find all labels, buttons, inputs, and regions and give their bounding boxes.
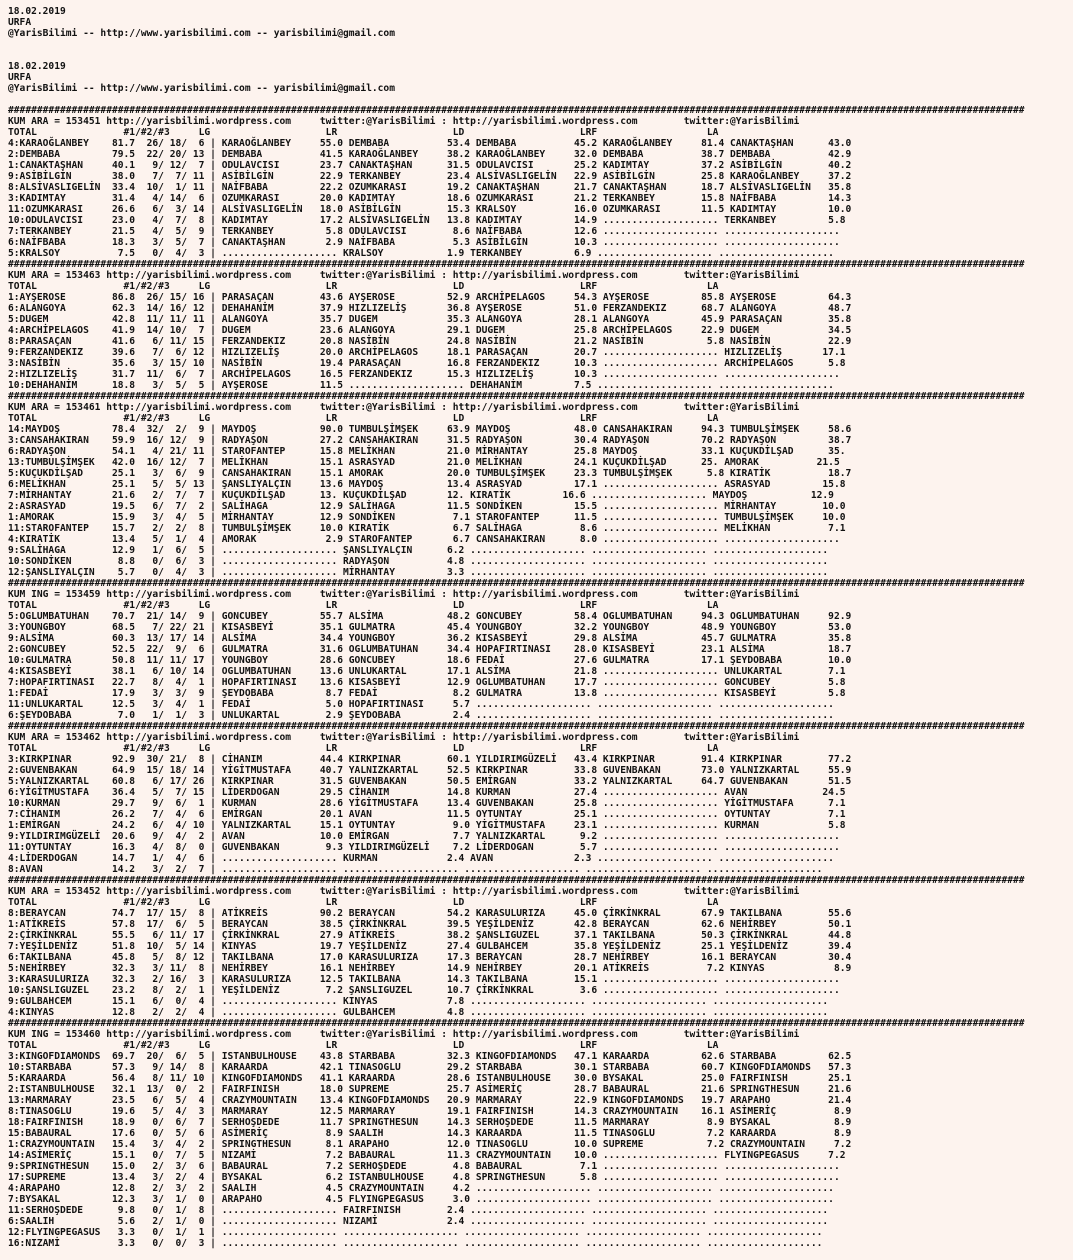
report-line: 10:SONDİKEN 8.8 0/ 6/ 3 | .................... RADYAŞON 4.8 .................... .................... ....................	[8, 556, 829, 567]
report-line: KUM ARA = 153462 http://yarisbilimi.wordpress.com twitter:@YarisBilimi : http://yarisbilimi.wordpress.com twitter:@YarisBilimi	[8, 732, 800, 743]
report-line	[8, 39, 1073, 50]
report-line: 4:LİDERDOGAN 14.7 1/ 4/ 6 | .................... KURMAN 2.4 AVAN 2.3 .................... ....................	[8, 853, 834, 864]
report-line: 1:FEDAİ 17.9 3/ 3/ 9 | ŞEYDOBABA 8.7 FEDAİ 8.2 GULMATRA 13.8 .................... KISASBEYİ 5.8	[8, 688, 846, 699]
report-line: 4:ARAPAHO 12.8 2/ 3/ 2 | SAALIH 4.5 CRAZYMOUNTAIN 4.2 .................... .................... ....................	[8, 1183, 834, 1194]
report-line: 10:DEHAHANİM 18.8 3/ 5/ 5 | AYŞEROSE 11.5 .................... DEHAHANİM 7.5 .................... ....................	[8, 380, 834, 391]
report-line: 9:SPRINGTHESUN 15.0 2/ 3/ 6 | BABAURAL 7.2 SERHOŞDEDE 4.8 BABAURAL 7.1 .................... ....................	[8, 1161, 840, 1172]
report-line: 13:TUMBULŞİMŞEK 42.0 16/ 12/ 7 | MELİKHAN 15.1 ASRASYAD 21.0 MELİKHAN 24.1 KUÇUKDİLŞAD 25. AMORAK 21.5	[8, 457, 840, 468]
report-line: 10:STARBABA 57.3 9/ 14/ 8 | KARAARDA 42.1 TINASOGLU 29.2 STARBABA 30.1 STARBABA 60.7 KINGOFDIAMONDS 57.3	[8, 1062, 852, 1073]
report-line: 3:CANSAHAKIRAN 59.9 16/ 12/ 9 | RADYAŞON 27.2 CANSAHAKIRAN 31.5 RADYAŞON 30.4 RADYAŞON 70.2 RADYAŞON 38.7	[8, 435, 852, 446]
report-line: 9:GULBAHCEM 15.1 6/ 0/ 4 | .................... KINYAS 7.8 .................... .................... ....................	[8, 996, 829, 1007]
report-line: @YarisBilimi -- http://www.yarisbilimi.com -- yarisbilimi@gmail.com	[8, 83, 395, 94]
section-divider: ################################################################################################################################################################################	[8, 1018, 1025, 1029]
report-line: 5:YALNIZKARTAL 60.8 6/ 17/ 26 | KIRKPINAR 31.5 GUVENBAKAN 50.5 EMİRGAN 33.2 YALNIZKARTAL 64.7 GUVENBAKAN 51.5	[8, 776, 852, 787]
report-line: 5:DUGEM 42.8 11/ 11/ 11 | ALANGOYA 35.7 DUGEM 35.3 ALANGOYA 28.1 ALANGOYA 45.9 PARASAÇAN 35.8	[8, 314, 852, 325]
report-line: 3:KIRKPINAR 92.9 30/ 21/ 8 | CİHANIM 44.4 KIRKPINAR 60.1 YILDIRIMGÜZELİ 43.4 KIRKPINAR 91.4 KIRKPINAR 77.2	[8, 754, 852, 765]
report-line: 2:GONCUBEY 52.5 22/ 9/ 6 | GULMATRA 31.6 OGLUMBATUHAN 34.4 HOPAFIRTINASI 28.0 KISASBEYİ 23.1 ALSİMA 18.7	[8, 644, 852, 655]
report-line: URFA	[8, 17, 32, 28]
report-line: 10:GULMATRA 50.8 11/ 11/ 17 | YOUNGBOY 28.6 GONCUBEY 18.6 FEDAİ 27.6 GULMATRA 17.1 ŞEYDOBABA 10.0	[8, 655, 852, 666]
report-line: 12:ŞANSLIYALÇIN 5.7 0/ 4/ 3 | .................... MİRHANTAY 3.3 .................... .................... ....................	[8, 567, 829, 578]
report-line: 2:ÇİRKİNKRAL 55.5 6/ 11/ 17 | ÇİRKİNKRAL 27.9 ATİKREİS 38.2 ŞANSLIGUZEL 37.1 TAKILBANA 50.3 ÇİRKİNKRAL 44.8	[8, 930, 852, 941]
report-line: 1:ATİKREİS 57.8 17/ 6/ 5 | BERAYCAN 38.5 ÇİRKİNKRAL 39.5 YEŞİLDENİZ 42.8 BERAYCAN 62.6 NEHİRBEY 50.1	[8, 919, 852, 930]
report-line: 3:NASİBİN 35.6 3/ 15/ 10 | NASİBİN 19.4 PARASAÇAN 16.8 FERZANDEKIZ 10.3 .................... ARCHİPELAGOS 5.8	[8, 358, 846, 369]
report-line: 6:ŞEYDOBABA 7.0 1/ 1/ 3 | UNLUKARTAL 2.9 ŞEYDOBABA 2.4 .................... .................... ....................	[8, 710, 834, 721]
report-line: 9:SALİHAGA 12.9 1/ 6/ 5 | .................... ŞANSLIYALÇIN 6.2 .................... .................... ....................	[8, 545, 829, 556]
report-line: 7:CİHANIM 26.2 7/ 4/ 6 | EMİRGAN 20.1 AVAN 11.5 OYTUNTAY 25.1 .................... OYTUNTAY 7.1	[8, 809, 846, 820]
report-line: 18.02.2019	[8, 61, 66, 72]
report-line	[8, 94, 1073, 105]
report-line: 7:BYSAKAL 12.3 3/ 1/ 0 | ARAPAHO 4.5 FLYINGPEGASUS 3.0 .................... .................... ....................	[8, 1194, 834, 1205]
report-line: 6:RADYAŞON 54.1 4/ 21/ 11 | STAROFANTEP 15.8 MELİKHAN 21.0 MİRHANTAY 25.8 MAYDOŞ 33.1 KUÇUKDİLŞAD 35.	[8, 446, 846, 457]
report-line: 8:ALSİVASLIGELİN 33.4 10/ 1/ 11 | NAİFBABA 22.2 OZUMKARASI 19.2 CANAKTAŞHAN 21.7 CANAKTAŞHAN 18.7 ALSİVASLIGELİN 35.8	[8, 182, 852, 193]
report-line: 2:DEMBABA 79.5 22/ 20/ 13 | DEMBABA 41.5 KARAOĞLANBEY 38.2 KARAOĞLANBEY 32.0 DEMBABA 38.7 DEMBABA 42.9	[8, 149, 852, 160]
report-line: 11:OZUMKARASI 26.6 6/ 3/ 14 | ALSİVASLIGELİN 18.0 ASİBİLGİN 15.3 KRALSOY 16.0 OZUMKARASI 11.5 KADIMTAY 10.0	[8, 204, 852, 215]
report-line: 4:KARAOĞLANBEY 81.7 26/ 18/ 6 | KARAOĞLANBEY 55.0 DEMBABA 53.4 DEMBABA 45.2 KARAOĞLANBEY 81.4 CANAKTAŞHAN 43.0	[8, 138, 852, 149]
report-line: KUM ARA = 153451 http://yarisbilimi.wordpress.com twitter:@YarisBilimi : http://yarisbilimi.wordpress.com twitter:@YarisBilimi	[8, 116, 800, 127]
report-line: KUM ARA = 153463 http://yarisbilimi.wordpress.com twitter:@YarisBilimi : http://yarisbilimi.wordpress.com twitter:@YarisBilimi	[8, 270, 800, 281]
report-line: 18.02.2019	[8, 6, 66, 17]
report-line: 6:YİGİTMUSTAFA 36.4 5/ 7/ 15 | LİDERDOGAN 29.5 CİHANIM 14.8 KURMAN 27.4 .................... AVAN 24.5	[8, 787, 846, 798]
report-line: @YarisBilimi -- http://www.yarisbilimi.com -- yarisbilimi@gmail.com	[8, 28, 395, 39]
report-line: 2:ISTANBULHOUSE 32.1 13/ 0/ 2 | FAIRFINISH 18.0 SUPREME 25.7 ASİMERİÇ 28.7 BABAURAL 21.6 SPRINGTHESUN 21.6	[8, 1084, 852, 1095]
report-line: 5:KUÇUKDİLŞAD 25.1 3/ 6/ 9 | CANSAHAKIRAN 15.1 AMORAK 20.0 TUMBULŞİMŞEK 23.3 TUMBULŞİMŞEK 5.8 KIRATİK 18.7	[8, 468, 852, 479]
report-line: 17:SUPREME 13.4 3/ 2/ 4 | BYSAKAL 6.2 ISTANBULHOUSE 4.8 SPRINGTHESUN 5.8 .................... ....................	[8, 1172, 840, 1183]
report-line: 4:KIRATİK 13.4 5/ 1/ 4 | AMORAK 2.9 STAROFANTEP 6.7 CANSAHAKIRAN 8.0 .................... ....................	[8, 534, 840, 545]
report-line: TOTAL #1/#2/#3 LG LR LD LRF LA	[8, 413, 719, 424]
report-line: 16:NIZAMİ 3.3 0/ 0/ 3 | .................... .................... .................... .................... ....................	[8, 1238, 823, 1249]
report-line: 15:BABAURAL 17.6 0/ 5/ 6 | ASİMERİÇ 8.9 SAALIH 14.3 KARAARDA 11.5 TINASOGLU 7.2 KARAARDA 8.9	[8, 1128, 852, 1139]
report-line: 10:ODULAVCISI 23.0 4/ 7/ 8 | KADIMTAY 17.2 ALSİVASLIGELİN 13.8 KADIMTAY 14.9 .................... TERKANBEY 5.8	[8, 215, 846, 226]
report-line: TOTAL #1/#2/#3 LG LR LD LRF LA	[8, 1040, 719, 1051]
report-line: 6:NAİFBABA 18.3 3/ 5/ 7 | CANAKTAŞHAN 2.9 NAİFBABA 5.3 ASİBİLGİN 10.3 .................... ....................	[8, 237, 840, 248]
report-line: 14:ASİMERİÇ 15.1 0/ 7/ 5 | NIZAMİ 7.2 BABAURAL 11.3 CRAZYMOUNTAIN 10.0 .................... FLYINGPEGASUS 7.2	[8, 1150, 846, 1161]
report-line: 5:KARAARDA 56.4 8/ 11/ 10 | KINGOFDIAMONDS 41.1 KARAARDA 28.6 ISTANBULHOUSE 30.0 BYSAKAL 25.0 FAIRFINISH 25.1	[8, 1073, 852, 1084]
report-line: 8:PARASAÇAN 41.6 6/ 11/ 15 | FERZANDEKIZ 20.8 NASİBİN 24.8 NASİBİN 21.2 NASİBİN 5.8 NASİBİN 22.9	[8, 336, 852, 347]
report-line: 11:UNLUKARTAL 12.5 3/ 4/ 1 | FEDAİ 5.0 HOPAFIRTINASI 5.7 .................... .................... ....................	[8, 699, 834, 710]
report-line: 7:MİRHANTAY 21.6 2/ 7/ 7 | KUÇUKDİLŞAD 13. KUÇUKDİLŞAD 12. KIRATİK 16.6 .................... MAYDOŞ 12.9	[8, 490, 834, 501]
report-line: 3:YOUNGBOY 68.5 7/ 22/ 21 | KISASBEYİ 35.1 GULMATRA 45.4 YOUNGBOY 32.2 YOUNGBOY 48.9 YOUNGBOY 53.0	[8, 622, 852, 633]
section-divider: ################################################################################################################################################################################	[8, 721, 1025, 732]
report-line: TOTAL #1/#2/#3 LG LR LD LRF LA	[8, 127, 719, 138]
report-line: TOTAL #1/#2/#3 LG LR LD LRF LA	[8, 281, 719, 292]
report-line: 9:ALSİMA 60.3 13/ 17/ 14 | ALSİMA 34.4 YOUNGBOY 36.2 KISASBEYİ 29.8 ALSİMA 45.7 GULMATRA 35.8	[8, 633, 852, 644]
section-divider: ################################################################################################################################################################################	[8, 259, 1025, 270]
report-line	[8, 50, 1073, 61]
report-line: 1:EMİRGAN 24.2 6/ 4/ 10 | YALNIZKARTAL 15.1 OYTUNTAY 9.0 YİGİTMUSTAFA 23.1 .................... KURMAN 5.8	[8, 820, 846, 831]
section-divider: ################################################################################################################################################################################	[8, 105, 1025, 116]
report-line: 7:TERKANBEY 21.5 4/ 5/ 9 | TERKANBEY 5.8 ODULAVCISI 8.6 NAİFBABA 12.6 .................... ....................	[8, 226, 840, 237]
report-line: 10:KURMAN 29.7 9/ 6/ 1 | KURMAN 28.6 YİGİTMUSTAFA 13.4 GUVENBAKAN 25.8 .................... YİGİTMUSTAFA 7.1	[8, 798, 846, 809]
report-line: TOTAL #1/#2/#3 LG LR LD LRF LA	[8, 600, 719, 611]
report-line: 9:FERZANDEKIZ 39.6 7/ 6/ 12 | HIZLIZELİŞ 20.0 ARCHİPELAGOS 18.1 PARASAÇAN 20.7 .................... HIZLIZELİŞ 17.1	[8, 347, 846, 358]
report-line: URFA	[8, 72, 32, 83]
report-line: 3:KADIMTAY 31.4 4/ 14/ 6 | OZUMKARASI 20.0 KADIMTAY 18.6 OZUMKARASI 21.2 TERKANBEY 15.8 NAİFBABA 14.3	[8, 193, 852, 204]
section-divider: ################################################################################################################################################################################	[8, 578, 1025, 589]
report-line: 4:KINYAS 12.8 2/ 2/ 4 | .................... GULBAHCEM 4.8 .................... .................... ....................	[8, 1007, 829, 1018]
report-line: 1:AMORAK 15.9 3/ 4/ 5 | MİRHANTAY 12.9 SONDİKEN 7.1 STAROFANTEP 11.5 .................... TUMBULŞİMŞEK 10.0	[8, 512, 846, 523]
report-line: 6:ALANGOYA 62.3 14/ 16/ 12 | DEHAHANİM 37.9 HIZLIZELİŞ 36.8 AYŞEROSE 51.0 FERZANDEKIZ 68.7 ALANGOYA 48.7	[8, 303, 852, 314]
report-line: 14:MAYDOŞ 78.4 32/ 2/ 9 | MAYDOŞ 90.0 TUMBULŞİMŞEK 63.9 MAYDOŞ 48.0 CANSAHAKIRAN 94.3 TUMBULŞİMŞEK 58.6	[8, 424, 852, 435]
report-line: 5:NEHİRBEY 32.3 3/ 11/ 8 | NEHİRBEY 16.1 NEHİRBEY 14.9 NEHİRBEY 20.1 ATİKREİS 7.2 KINYAS 8.9	[8, 963, 852, 974]
report-line: 5:KRALSOY 7.5 0/ 4/ 3 | .................... KRALSOY 1.9 TERKANBEY 6.9 .................... ....................	[8, 248, 834, 259]
report-line: 4:KISASBEYİ 38.1 6/ 10/ 14 | OGLUMBATUHAN 13.6 UNLUKARTAL 17.1 ALSİMA 21.8 .................... UNLUKARTAL 7.1	[8, 666, 846, 677]
report-line: KUM ARA = 153461 http://yarisbilimi.wordpress.com twitter:@YarisBilimi : http://yarisbilimi.wordpress.com twitter:@YarisBilimi	[8, 402, 800, 413]
report-line: 7:HOPAFIRTINASI 22.7 8/ 4/ 1 | HOPAFIRTINASI 13.6 KISASBEYİ 12.9 OGLUMBATUHAN 17.7 .................... GONCUBEY 5.8	[8, 677, 846, 688]
report-line: 2:ASRASYAD 19.5 6/ 7/ 2 | SALİHAGA 12.9 SALİHAGA 11.5 SONDİKEN 15.5 .................... MİRHANTAY 10.0	[8, 501, 846, 512]
report-line: 5:OGLUMBATUHAN 70.7 21/ 14/ 9 | GONCUBEY 55.7 ALSİMA 48.2 GONCUBEY 58.4 OGLUMBATUHAN 94.3 OGLUMBATUHAN 92.9	[8, 611, 852, 622]
report-line: 4:ARCHİPELAGOS 41.9 14/ 10/ 7 | DUGEM 23.6 ALANGOYA 29.1 DUGEM 25.8 ARCHİPELAGOS 22.9 DUGEM 34.5	[8, 325, 852, 336]
report-line: 11:SERHOŞDEDE 9.8 0/ 1/ 8 | .................... FAIRFINISH 2.4 .................... .................... ....................	[8, 1205, 829, 1216]
report-line: 8:AVAN 14.2 3/ 2/ 7 | .................... .................... .................... .................... ....................	[8, 864, 823, 875]
section-divider: ################################################################################################################################################################################	[8, 391, 1025, 402]
report-line: 12:FLYINGPEGASUS 3.3 0/ 1/ 1 | .................... .................... .................... .................... ....................	[8, 1227, 823, 1238]
report-line: 3:KARASULURIZA 32.3 2/ 16/ 3 | KARASULURIZA 12.5 TAKILBANA 14.3 TAKILBANA 15.1 .................... ....................	[8, 974, 840, 985]
report-line: 2:GUVENBAKAN 64.9 15/ 18/ 14 | YİGİTMUSTAFA 40.7 YALNIZKARTAL 52.5 KIRKPINAR 33.8 GUVENBAKAN 73.0 YALNIZKARTAL 55.9	[8, 765, 852, 776]
report-line: KUM ING = 153460 http://yarisbilimi.wordpress.com twitter:@YarisBilimi : http://yarisbilimi.wordpress.com twitter:@YarisBilimi	[8, 1029, 800, 1040]
report-line: 10:ŞANSLIGUZEL 23.2 8/ 2/ 1 | YEŞİLDENİZ 7.2 ŞANSLIGUZEL 10.7 ÇİRKİNKRAL 3.6 .................... ....................	[8, 985, 840, 996]
report-line: 1:CANAKTAŞHAN 40.1 9/ 12/ 7 | ODULAVCISI 23.7 CANAKTAŞHAN 31.5 ODULAVCISI 25.2 KADIMTAY 37.2 ASİBİLGİN 40.2	[8, 160, 852, 171]
report-line: 11:OYTUNTAY 16.3 4/ 8/ 0 | GUVENBAKAN 9.3 YILDIRIMGÜZELİ 7.2 LİDERDOGAN 5.7 .................... ....................	[8, 842, 840, 853]
report-line: 1:CRAZYMOUNTAIN 15.4 3/ 4/ 2 | SPRINGTHESUN 8.1 ARAPAHO 12.0 TINASOGLU 10.0 SUPREME 7.2 CRAZYMOUNTAIN 7.2	[8, 1139, 852, 1150]
report-line: 7:YEŞİLDENİZ 51.8 10/ 5/ 14 | KINYAS 19.7 YEŞİLDENİZ 27.4 GULBAHCEM 35.8 YEŞİLDENİZ 25.1 YEŞİLDENİZ 39.4	[8, 941, 852, 952]
report-line: 6:MELİKHAN 25.1 5/ 5/ 13 | ŞANSLIYALÇIN 13.6 MAYDOŞ 13.4 ASRASYAD 17.1 .................... ASRASYAD 15.8	[8, 479, 846, 490]
report-line: 6:TAKILBANA 45.8 5/ 8/ 12 | TAKILBANA 17.0 KARASULURIZA 17.3 BERAYCAN 28.7 NEHİRBEY 16.1 BERAYCAN 30.4	[8, 952, 852, 963]
report-line: 13:MARMARAY 23.5 6/ 5/ 4 | CRAZYMOUNTAIN 13.4 KINGOFDIAMONDS 20.9 MARMARAY 22.9 KINGOFDIAMONDS 19.7 ARAPAHO 21.4	[8, 1095, 852, 1106]
report-line: 1:AYŞEROSE 86.8 26/ 15/ 16 | PARASAÇAN 43.6 AYŞEROSE 52.9 ARCHİPELAGOS 54.3 AYŞEROSE 85.8 AYŞEROSE 64.3	[8, 292, 852, 303]
report-line: 11:STAROFANTEP 15.7 2/ 2/ 8 | TUMBULŞİMŞEK 10.0 KIRATİK 6.7 SALİHAGA 8.6 .................... MELİKHAN 7.1	[8, 523, 846, 534]
report-line: TOTAL #1/#2/#3 LG LR LD LRF LA	[8, 897, 719, 908]
report-line: KUM ARA = 153452 http://yarisbilimi.wordpress.com twitter:@YarisBilimi : http://yarisbilimi.wordpress.com twitter:@YarisBilimi	[8, 886, 800, 897]
report-line: 9:YILDIRIMGÜZELİ 20.6 9/ 4/ 2 | AVAN 10.0 EMİRGAN 7.7 YALNIZKARTAL 9.2 .................... ....................	[8, 831, 840, 842]
report-line: 18:FAIRFINISH 18.9 0/ 6/ 7 | SERHOŞDEDE 11.7 SPRINGTHESUN 14.3 SERHOŞDEDE 11.5 MARMARAY 8.9 BYSAKAL 8.9	[8, 1117, 852, 1128]
report-line: 3:KINGOFDIAMONDS 69.7 20/ 6/ 5 | ISTANBULHOUSE 43.8 STARBABA 32.3 KINGOFDIAMONDS 47.1 KARAARDA 62.6 STARBABA 62.5	[8, 1051, 852, 1062]
report-line: KUM ING = 153459 http://yarisbilimi.wordpress.com twitter:@YarisBilimi : http://yarisbilimi.wordpress.com twitter:@YarisBilimi	[8, 589, 800, 600]
report-line: TOTAL #1/#2/#3 LG LR LD LRF LA	[8, 743, 719, 754]
section-divider: ################################################################################################################################################################################	[8, 875, 1025, 886]
report-line: 8:TINASOGLU 19.6 5/ 4/ 3 | MARMARAY 12.5 MARMARAY 19.1 FAIRFINISH 14.3 CRAZYMOUNTAIN 16.1 ASİMERİÇ 8.9	[8, 1106, 852, 1117]
report-line: 6:SAALIH 5.6 2/ 1/ 0 | .................... NIZAMİ 2.4 .................... .................... ....................	[8, 1216, 829, 1227]
report-line: 2:HIZLIZELİŞ 31.7 11/ 6/ 7 | ARCHİPELAGOS 16.5 FERZANDEKIZ 15.3 HIZLIZELİŞ 10.3 .................... ....................	[8, 369, 840, 380]
report-line: 9:ASİBİLGİN 38.0 7/ 7/ 11 | ASİBİLGİN 22.9 TERKANBEY 23.4 ALSİVASLIGELİN 22.9 ASİBİLGİN 25.8 KARAOĞLANBEY 37.2	[8, 171, 852, 182]
report-line: 8:BERAYCAN 74.7 17/ 15/ 8 | ATİKREİS 90.2 BERAYCAN 54.2 KARASULURIZA 45.0 ÇİRKİNKRAL 67.9 TAKILBANA 55.6	[8, 908, 852, 919]
